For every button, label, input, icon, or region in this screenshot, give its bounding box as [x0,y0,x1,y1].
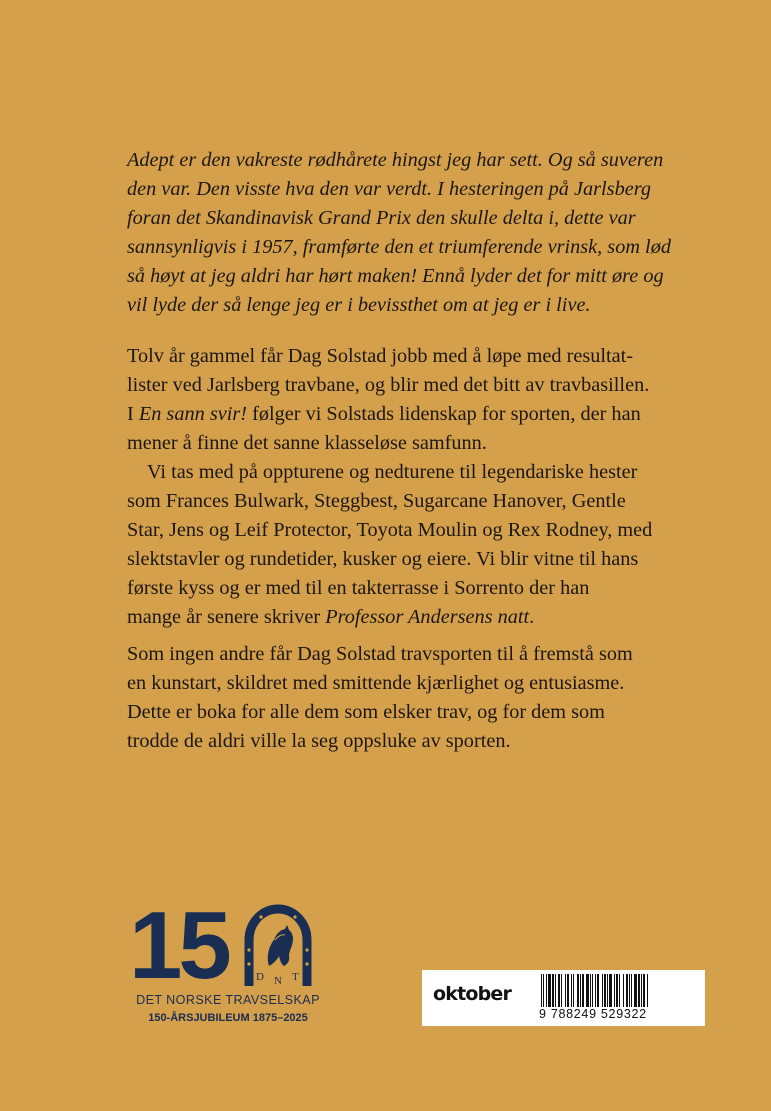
blurb-line: slektstavler og rundetider, kusker og eiere. Vi blir vitne til hans [127,548,639,570]
quote-line: så høyt at jeg aldri har hørt maken! Ennå lyder det for mitt øre og [127,265,664,287]
blurb-line: en kunstart, skildret med smittende kjærlighet og entusiasme. [127,672,625,694]
horseshoe-horse-emblem-icon [239,900,317,992]
quote-line: foran det Skandinavisk Grand Prix den skulle delta i, dette var [127,207,636,229]
blurb-line: som Frances Bulwark, Steggbest, Sugarcane Hanover, Gentle [127,490,626,512]
barcode-bar [629,974,630,1007]
barcode-bar [595,974,596,1007]
barcode-bar [571,974,572,1007]
quote-line: sannsynligvis i 1957, framførte den et triumferende vrinsk, som lød [127,236,671,258]
barcode-bar [567,974,569,1007]
barcode-bar [561,974,562,1007]
barcode-bar [543,974,544,1007]
logo-number: 15 [129,892,228,999]
travselskap-jubilee-logo [117,892,347,1038]
barcode-bar [604,974,606,1007]
blurb-line: Vi tas med på oppturene og nedturene til legendariske hester [147,461,638,483]
barcode-bar [573,974,574,1007]
blurb-text: følger vi Solstads lidenskap for sporten, der han [247,403,641,425]
book-quote [127,146,687,320]
blurb-line: lister ved Jarlsberg travbane, og blir med det bitt av travbasillen. [127,374,650,396]
blurb-line [127,400,707,429]
barcode-bar [597,974,599,1007]
barcode-bar [634,974,637,1007]
blurb-line: Star, Jens og Leif Protector, Toyota Moulin og Rex Rodney, med [127,519,653,541]
barcode-bar [548,974,551,1007]
barcode-bar [555,974,556,1007]
barcode-bar [577,974,579,1007]
logo-jubilee-text: 150-ÅRSJUBILEUM 1875–2025 [148,1012,308,1024]
barcode-bar [558,974,560,1007]
blurb-paragraph-1 [127,342,707,458]
blurb-text: mange år senere skriver [127,606,326,628]
barcode-bars [540,974,700,1007]
blurb-line: mener å finne det sanne klasseløse samfunn. [127,432,487,454]
blurb-line [127,603,707,632]
blurb-line: Dette er boka for alle dem som elsker trav, og for dem som [127,701,605,723]
barcode-bar [565,974,566,1007]
blurb-text: I [127,403,139,425]
barcode-bar [631,974,632,1007]
barcode-bar [609,974,612,1007]
isbn-barcode-box [422,970,705,1026]
quote-line: den var. Den visste hva den var verdt. I hesteringen på Jarlsberg [127,178,651,200]
barcode-bar [541,974,542,1007]
blurb-text: . [529,606,535,628]
book-title-emphasis: Professor Andersens natt [325,606,530,628]
quote-line: vil lyde der så lenge jeg er i bevissthet om at jeg er i live. [127,294,591,316]
barcode-bar [546,974,547,1007]
barcode-bar [626,974,628,1007]
blurb-line: første kyss og er med til en takterrasse i Sorrento der han [127,577,590,599]
emblem-letter-n: N [274,975,282,987]
book-title-emphasis: En sann svir! [138,403,247,425]
emblem-letter-t: T [292,971,299,983]
barcode-bar [586,974,589,1007]
barcode-bar [602,974,603,1007]
barcode-bar [641,974,642,1007]
barcode-bar [647,974,648,1007]
barcode-bar [590,974,591,1007]
barcode-bar [643,974,645,1007]
barcode-bar [580,974,581,1007]
blurb-paragraph-3 [127,640,707,756]
barcode-bar [552,974,554,1007]
publisher-logo: oktober [433,983,512,1005]
barcode-bar [607,974,608,1007]
barcode-bar [638,974,640,1007]
quote-line: Adept er den vakreste rødhårete hingst jeg har sett. Og så suveren [127,149,664,171]
blurb-line: Tolv år gammel får Dag Solstad jobb med å løpe med resultat- [127,345,634,367]
isbn-number: 9 788249 529322 [539,1007,647,1021]
barcode-bar [582,974,584,1007]
emblem-letter-d: D [256,971,264,983]
blurb-paragraph-2 [127,458,707,632]
logo-org-name: DET NORSKE TRAVSELSKAP [136,993,320,1007]
barcode-bar [614,974,615,1007]
barcode-bar [623,974,624,1007]
blurb-line: trodde de aldri ville la seg oppsluke av sporten. [127,730,511,752]
barcode-bar [592,974,593,1007]
barcode-bar [619,974,620,1007]
barcode-bar [616,974,618,1007]
blurb-line: Som ingen andre får Dag Solstad travsporten til å fremstå som [127,643,633,665]
